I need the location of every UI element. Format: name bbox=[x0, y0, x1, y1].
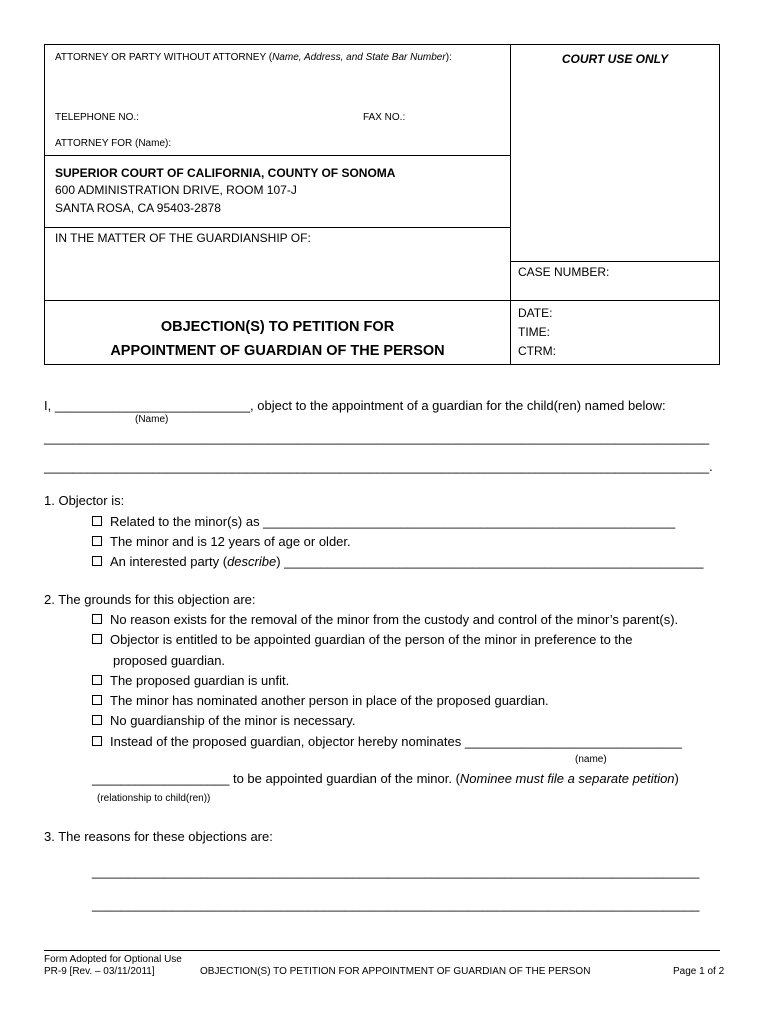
section2-option-entitled-label: Objector is entitled to be appointed guardian of the person of the minor in preference to the bbox=[110, 632, 633, 647]
form-title bbox=[45, 315, 510, 363]
checkbox[interactable] bbox=[92, 675, 102, 685]
section2-nominee-line bbox=[92, 771, 679, 786]
attorney-label: ATTORNEY OR PARTY WITHOUT ATTORNEY (Name, Address, and State Bar Number): bbox=[55, 52, 452, 63]
intro-name-caption: (Name) bbox=[135, 414, 169, 425]
footer-page-number: Page 1 of 2 bbox=[673, 966, 725, 977]
intro-statement: I, ___________________________, object to the appointment of a guardian for the child(ren) named below: bbox=[44, 398, 666, 413]
section2-name-caption: (name) bbox=[575, 754, 607, 765]
intro-blank-line-1: ____________________________________________________________________________________________ bbox=[44, 430, 710, 445]
footer-rule bbox=[44, 950, 720, 951]
section1-option-interested-party bbox=[92, 554, 703, 569]
section3-blank-line-2: ____________________________________________________________________________________ bbox=[92, 897, 700, 912]
court-name: SUPERIOR COURT OF CALIFORNIA, COUNTY OF SONOMA bbox=[55, 166, 396, 180]
option3-italic: describe bbox=[227, 554, 277, 569]
checkbox[interactable] bbox=[92, 736, 102, 746]
section2-option-entitled bbox=[92, 632, 633, 647]
section2-option-unfit-label: The proposed guardian is unfit. bbox=[110, 673, 290, 688]
section2-option-nominate-instead bbox=[92, 734, 682, 749]
footer-adopted: Form Adopted for Optional Use bbox=[44, 954, 182, 965]
time-label: TIME: bbox=[518, 325, 550, 339]
option3-suffix: ) __________________________________________________________ bbox=[276, 554, 704, 569]
checkbox[interactable] bbox=[92, 695, 102, 705]
section2-heading: 2. The grounds for this objection are: bbox=[44, 592, 256, 607]
court-address-2: SANTA ROSA, CA 95403-2878 bbox=[55, 201, 221, 215]
caption-rule-title bbox=[45, 300, 720, 301]
section1-option-related bbox=[92, 514, 675, 529]
checkbox[interactable] bbox=[92, 634, 102, 644]
section2-relationship-caption: (relationship to child(ren)) bbox=[97, 793, 211, 804]
intro-blank-line-2: ____________________________________________________________________________________________. bbox=[44, 459, 713, 474]
section3-heading: 3. The reasons for these objections are: bbox=[44, 829, 273, 844]
option3-prefix: An interested party ( bbox=[110, 554, 228, 569]
footer-form-id: PR-9 [Rev. – 03/11/2011] bbox=[44, 966, 155, 977]
fax-label: FAX NO.: bbox=[363, 112, 406, 123]
caption-rule-court bbox=[45, 155, 510, 156]
form-title-line-2: APPOINTMENT OF GUARDIAN OF THE PERSON bbox=[110, 343, 445, 359]
checkbox[interactable] bbox=[92, 536, 102, 546]
section2-option-nominated-label: The minor has nominated another person in place of the proposed guardian. bbox=[110, 693, 549, 708]
telephone-label: TELEPHONE NO.: bbox=[55, 112, 139, 123]
section2-option-no-reason bbox=[92, 612, 678, 627]
section2-option-nominate-instead-label: Instead of the proposed guardian, objector hereby nominates ______________________________ bbox=[110, 734, 682, 749]
section1-option-minor-label: The minor and is 12 years of age or older. bbox=[110, 534, 351, 549]
checkbox[interactable] bbox=[92, 715, 102, 725]
matter-label: IN THE MATTER OF THE GUARDIANSHIP OF: bbox=[55, 231, 311, 245]
caption-box bbox=[44, 44, 720, 365]
section2-option-unfit bbox=[92, 673, 289, 688]
checkbox[interactable] bbox=[92, 556, 102, 566]
section2-option-not-necessary bbox=[92, 713, 355, 728]
nominee-line-italic: Nominee must file a separate petition bbox=[459, 771, 675, 786]
case-number-label: CASE NUMBER: bbox=[518, 265, 610, 279]
section2-option-entitled-cont: proposed guardian. bbox=[113, 653, 226, 668]
section1-heading: 1. Objector is: bbox=[44, 493, 125, 508]
court-address-1: 600 ADMINISTRATION DRIVE, ROOM 107-J bbox=[55, 183, 297, 197]
ctrm-label: CTRM: bbox=[518, 344, 556, 358]
date-label: DATE: bbox=[518, 306, 553, 320]
footer-form-title: OBJECTION(S) TO PETITION FOR APPOINTMENT OF GUARDIAN OF THE PERSON bbox=[200, 966, 591, 977]
checkbox[interactable] bbox=[92, 516, 102, 526]
section1-option-related-label: Related to the minor(s) as _________________________________________________________ bbox=[110, 514, 676, 529]
form-title-line-1: OBJECTION(S) TO PETITION FOR bbox=[160, 319, 395, 335]
caption-divider-vertical bbox=[510, 45, 511, 364]
nominee-line-prefix: ___________________ to be appointed guardian of the minor. ( bbox=[92, 771, 460, 786]
section1-option-minor bbox=[92, 534, 351, 549]
section2-option-not-necessary-label: No guardianship of the minor is necessary. bbox=[110, 713, 356, 728]
section2-option-nominated bbox=[92, 693, 549, 708]
attorney-for-label: ATTORNEY FOR (Name): bbox=[55, 138, 172, 149]
nominee-line-suffix: ) bbox=[674, 771, 679, 786]
checkbox[interactable] bbox=[92, 614, 102, 624]
caption-rule-case-number bbox=[510, 261, 720, 262]
section2-option-no-reason-label: No reason exists for the removal of the minor from the custody and control of the minor’s parent(s). bbox=[110, 612, 679, 627]
court-use-only-label: COURT USE ONLY bbox=[561, 52, 669, 66]
section3-blank-line-1: ____________________________________________________________________________________ bbox=[92, 864, 700, 879]
caption-rule-matter bbox=[45, 227, 510, 228]
